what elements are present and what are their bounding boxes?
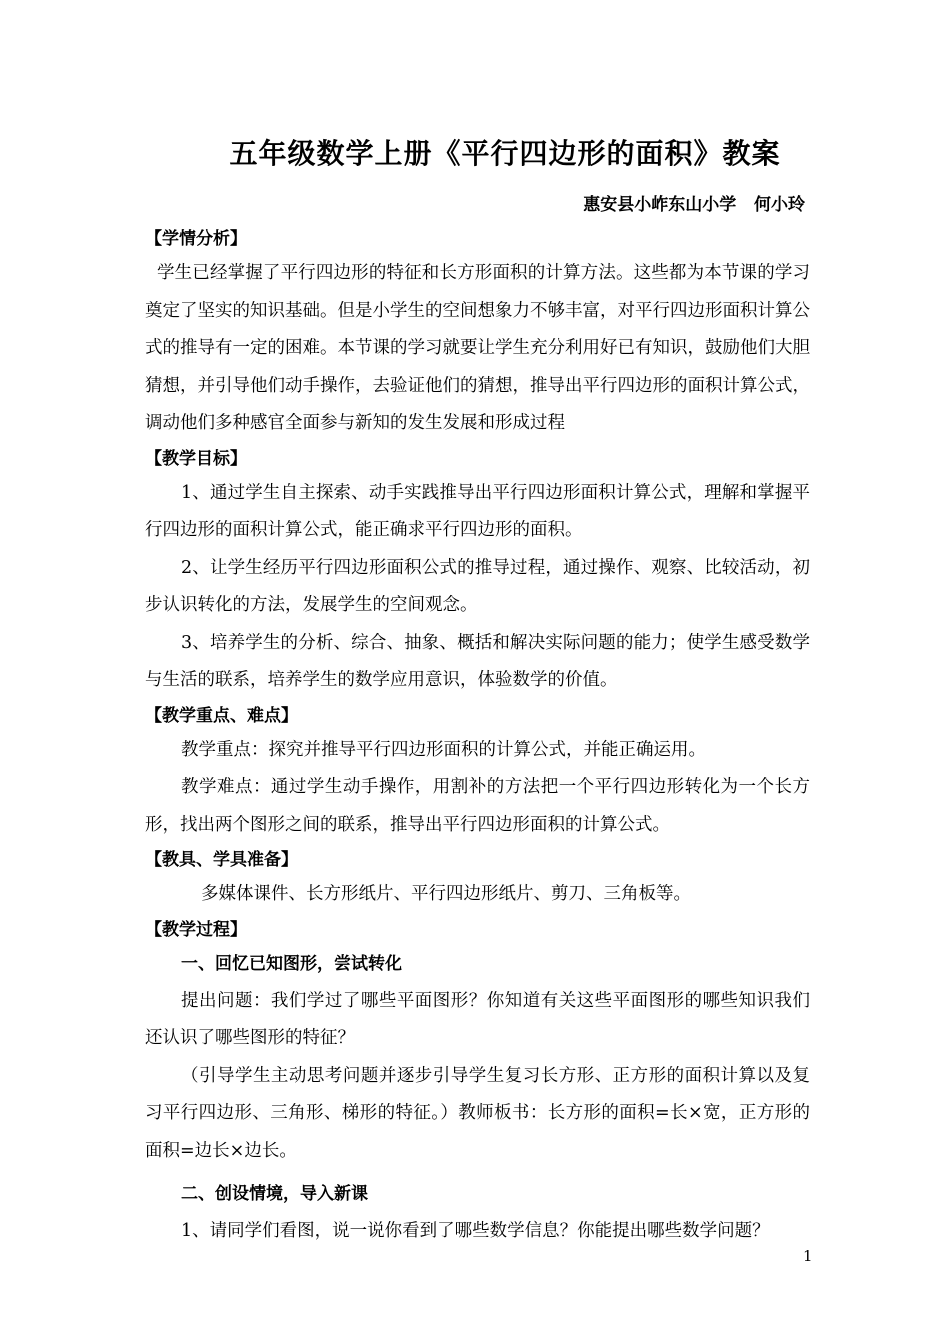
section-heading-key-points: 【教学重点、难点】 <box>145 705 298 726</box>
section-heading-materials: 【教具、学具准备】 <box>145 850 298 870</box>
document-body <box>145 223 810 1251</box>
objective-paragraph-3: 3、培养学生的分析、综合、抽象、概括和解决实际问题的能力；使学生感受数学与生活的联系，培养学生的数学应用意识，体验数学的价值。 <box>145 632 810 690</box>
process-paragraph-3: 1、请同学们看图，说一说你看到了哪些数学信息？你能提出哪些数学问题？ <box>181 1221 770 1241</box>
page-number: 1 <box>803 1247 813 1265</box>
objective-paragraph-1: 1、通过学生自主探索、动手实践推导出平行四边形面积计算公式，理解和掌握平行四边形的面积计算公式，能正确求平行四边形的面积。 <box>145 482 810 540</box>
materials-paragraph: 多媒体课件、长方形纸片、平行四边形纸片、剪刀、三角板等。 <box>201 884 691 904</box>
process-subheading-2: 二、创设情境，导入新课 <box>181 1184 368 1204</box>
process-paragraph-1: 提出问题：我们学过了哪些平面图形？你知道有关这些平面图形的哪些知识我们还认识了哪些图形的特征？ <box>145 990 810 1048</box>
section-heading-process: 【教学过程】 <box>145 919 247 940</box>
key-point-paragraph: 教学重点：探究并推导平行四边形面积的计算公式，并能正确运用。 <box>181 739 706 760</box>
process-subheading-1: 一、回忆已知图形，尝试转化 <box>181 953 402 974</box>
objective-paragraph-2: 2、让学生经历平行四边形面积公式的推导过程，通过操作、观察、比较活动，初步认识转化的方法，发展学生的空间观念。 <box>145 557 810 615</box>
process-paragraph-2: （引导学生主动思考问题并逐步引导学生复习长方形、正方形的面积计算以及复习平行四边形、三角形、梯形的特征。）教师板书：长方形的面积=长×宽，正方形的面积=边长×边长。 <box>145 1065 810 1161</box>
document-title: 五年级数学上册《平行四边形的面积》教案 <box>229 137 781 170</box>
section-heading-objectives: 【教学目标】 <box>145 448 247 469</box>
author-line: 惠安县小岞东山小学 何小玲 <box>583 195 805 215</box>
difficulty-paragraph: 教学难点：通过学生动手操作，用割补的方法把一个平行四边形转化为一个长方形，找出两个图形之间的联系，推导出平行四边形面积的计算公式。 <box>145 777 810 835</box>
section-heading-analysis: 【学情分析】 <box>145 229 247 249</box>
analysis-paragraph: 学生已经掌握了平行四边形的特征和长方形面积的计算方法。这些都为本节课的学习奠定了坚实的知识基础。但是小学生的空间想象力不够丰富，对平行四边形面积计算公式的推导有一定的困难。本节课的学习就要让学生充分利用好已有知识，鼓励他们大胆猜想，并引导他们动手操作，去验证他们的猜想，推导出平行四边形的面积计算公式，调动他们多种感官全面参与新知的发生发展和形成过程 <box>145 263 810 433</box>
